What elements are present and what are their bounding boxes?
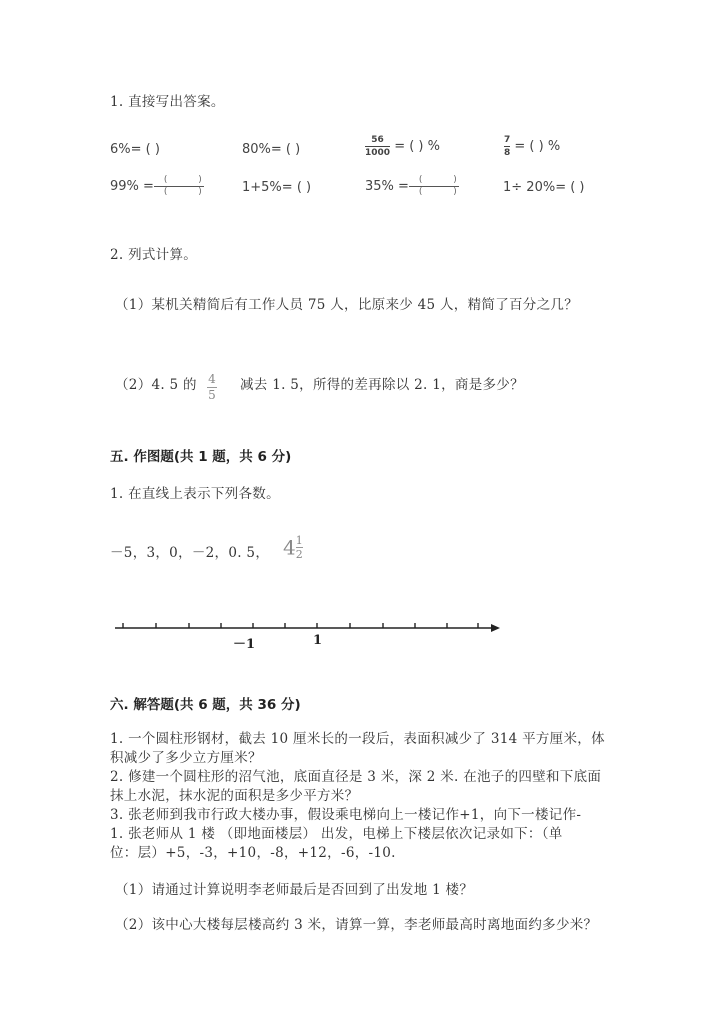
numbers-list: －5，3，0，－2，0. 5， [110,545,270,561]
q2-part-2-suffix: 减去 1. 5，所得的差再除以 2. 1，商是多少？ [240,377,524,393]
section5-heading: 五. 作图题(共 1 题，共 6 分) [110,449,292,465]
expr: 80% [242,142,271,157]
problem-line: 位：层）+5，-3，+10，-8，+12，-6，-10. [110,845,396,861]
answer-blank: = ( ) % [394,139,440,154]
section6-sub1: （1）请通过计算说明李老师最后是否回到了出发地 1 楼？ [115,882,474,898]
q2-part-2-prefix: （2）4. 5 的 [115,377,197,393]
q2-title: 2. 列式计算。 [110,247,198,263]
answer-blank: = ( ) [130,142,160,157]
fraction-7-8: $\frac{7}{8}$ [504,135,511,158]
q2-part-1: （1）某机关精简后有工作人员 75 人，比原来少 45 人，精简了百分之几？ [115,297,579,313]
section6-heading: 六. 解答题(共 6 题，共 36 分) [110,697,301,713]
label-neg1: －1 [233,637,256,652]
answer-blank: = ( ) [270,142,301,157]
answer-blank: = ( ) [281,180,312,195]
problem-line: 1. 一个圆柱形钢材，截去 10 厘米长的一段后，表面积减少了 314 平方厘米，体 [110,731,605,747]
mixed-number-4-1-2: 4 $\frac{1}{2}$ [283,534,303,561]
answer-blank: = ( ) % [514,139,561,154]
section6-problems [110,730,605,863]
fraction-4-5: $\frac{4}{5}$ [208,372,216,402]
section5-q1: 1. 在直线上表示下列各数。 [110,486,280,502]
problem-line: 积减少了多少立方厘米？ [110,750,262,766]
q1-title: 1. 直接写出答案。 [110,94,225,110]
problem-line: 3. 张老师到我市行政大楼办事，假设乘电梯向上一楼记作+1，向下一楼记作- [110,807,582,823]
fraction-56-1000: $\frac{56}{1000}$ [365,135,391,158]
problem-line: 2. 修建一个圆柱形的沼气池，底面直径是 3 米，深 2 米. 在池子的四壁和下底面 [110,769,602,785]
expr: 6% [110,142,131,157]
answer-blank: = ( ) [555,180,585,195]
expr: 35% = [365,179,409,194]
blank-fraction: ( ) ( ) [154,176,216,197]
expr: 1÷ 20% [503,180,556,195]
section6-sub2: （2）该中心大楼每层楼高约 3 米，请算一算，李老师最高时离地面约多少米？ [115,917,598,933]
problem-line: 1. 张老师从 1 楼 （即地面楼层） 出发，电梯上下楼层依次记录如下：（单 [110,826,563,842]
arrow-icon [491,624,500,632]
blank-fraction: ( ) ( ) [409,176,471,197]
label-pos1: 1 [313,633,323,648]
expr: 99% = [110,179,154,194]
problem-line: 抹上水泥，抹水泥的面积是多少平方米？ [110,788,359,804]
expr: 1+5% [242,180,282,195]
